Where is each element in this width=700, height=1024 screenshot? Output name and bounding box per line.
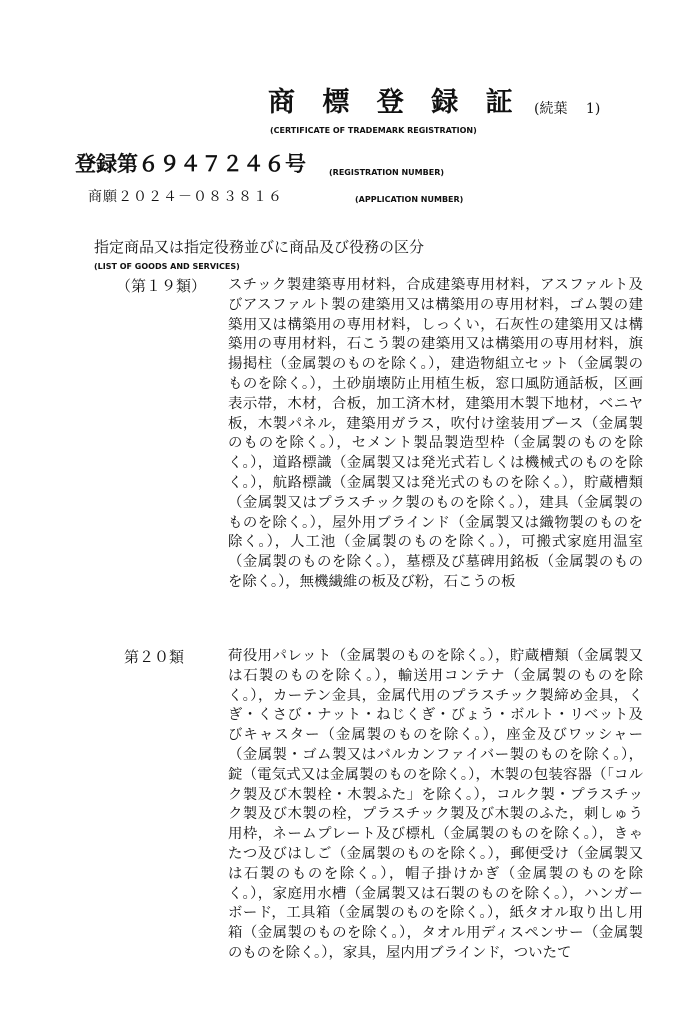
registration-number: 登録第６９４７２４６号 (75, 151, 306, 176)
goods-services-heading-english: (LIST OF GOODS AND SERVICES) (94, 262, 240, 271)
certificate-title: 商 標 登 録 証 (268, 87, 522, 118)
application-number: 商願２０２４－０８３８１６ (88, 189, 283, 205)
goods-services-heading: 指定商品又は指定役務並びに商品及び役務の区分 (94, 238, 425, 256)
class-19-label: （第１９類） (116, 277, 207, 295)
class-20-goods-text: 荷役用パレット（金属製のものを除く。），貯蔵槽類（金属製又は石製のものを除く。），輸送用コンテナ（金属製のものを除く。），カーテン金具，金属代用のプラスチック製締め金具，くぎ・くさび・ナット・ねじくぎ・びょう・ボルト・リベット及びキャスター（金属製のものを除く。），座金及びワッシャー（金属製・ゴム製又はバルカンファイバー製のものを除く。），錠（電気式又は金属製のものを除く。），木製の包装容器（「コルク製及び木製栓・木製ふた」を除く。），コルク製・プラスチック製及び木製の栓，プラスチック製及び木製のふた，刺しゅう用枠，ネームプレート及び標札（金属製のものを除く。），きゃたつ及びはしご（金属製のものを除く。），郵便受け（金属製又は石製のものを除く。），帽子掛けかぎ（金属製のものを除く。），家庭用水槽（金属製又は石製のものを除く。），ハンガーボード，工具箱（金属製のものを除く。），紙タオル取り出し用箱（金属製のものを除く。），タオル用ディスペンサー（金属製のものを除く。），家具，屋内用ブラインド，ついたて (228, 648, 643, 961)
certificate-title-english: (CERTIFICATE OF TRADEMARK REGISTRATION) (270, 126, 477, 135)
registration-number-english: (REGISTRATION NUMBER) (329, 168, 445, 177)
class-20-label: 第２０類 (124, 648, 185, 666)
application-number-english: (APPLICATION NUMBER) (355, 195, 464, 204)
continuation-page-marker: (続葉 1) (534, 101, 601, 117)
class-19-goods-text: スチック製建築専用材料，合成建築専用材料，アスファルト及びアスファルト製の建築用又は構築用の専用材料，ゴム製の建築用又は構築用の専用材料，しっくい，石灰性の建築用又は構築用の専用材料，石こう製の建築用又は構築用の専用材料，旗揚掲柱（金属製のものを除く。），建造物組立セット（金属製のものを除く。），土砂崩壊防止用植生板，窓口風防通話板，区画表示帯，木材，合板，加工済木材，建築用木製下地材，ベニヤ板，木製パネル，建築用ガラス，吹付け塗装用ブース（金属製のものを除く。），セメント製品製造型枠（金属製のものを除く。），道路標識（金属製又は発光式若しくは機械式のものを除く。），航路標識（金属製又は発光式のものを除く。），貯蔵槽類（金属製又はプラスチック製のものを除く。），建具（金属製のものを除く。），屋外用ブラインド（金属製又は織物製のものを除く。），人工池（金属製のものを除く。），可搬式家庭用温室（金属製のものを除く。），墓標及び墓碑用銘板（金属製のものを除く。），無機繊維の板及び粉，石こうの板 (228, 277, 643, 590)
